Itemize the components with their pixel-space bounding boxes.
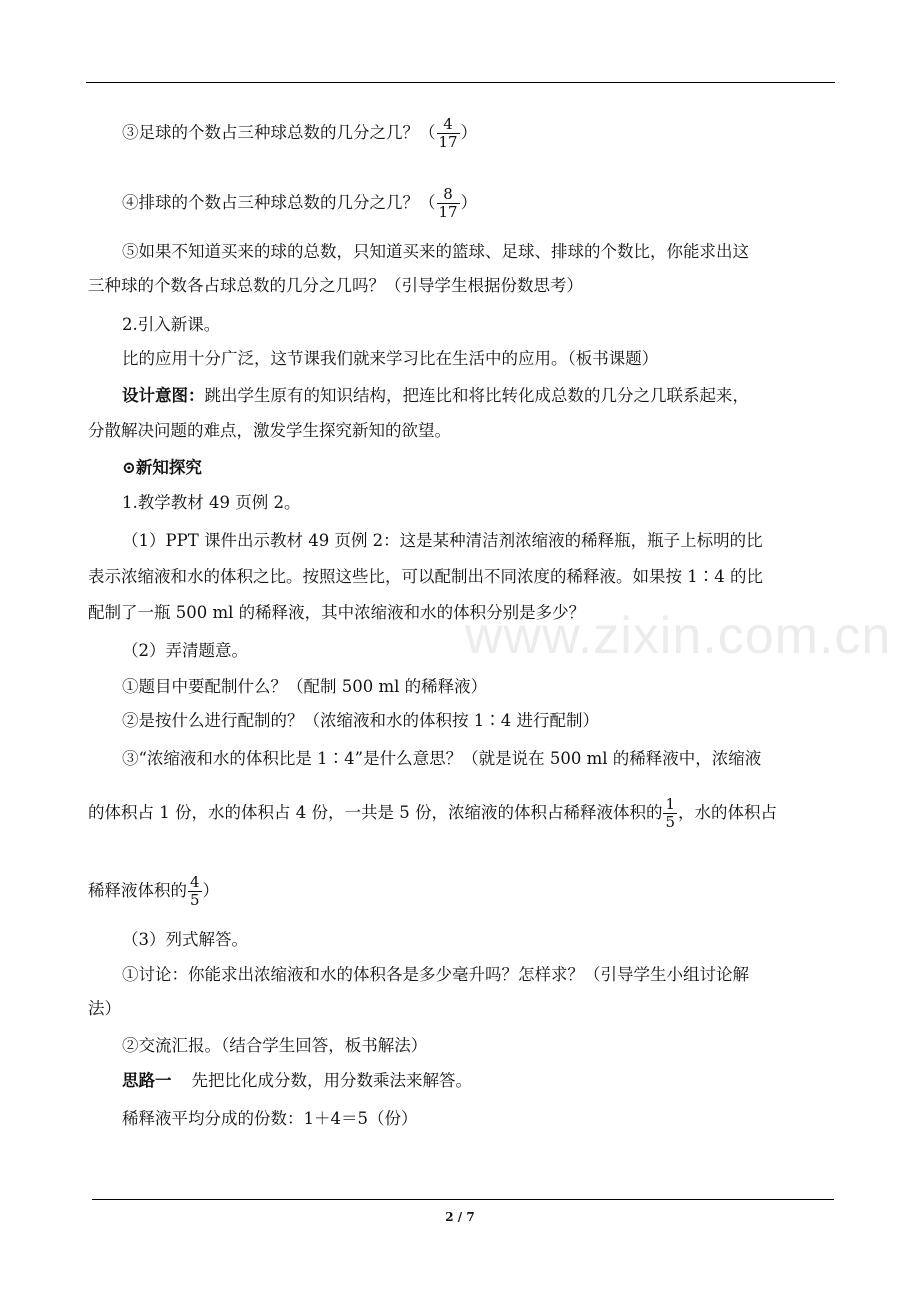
question-4: ④排球的个数占三种球总数的几分之几？（ $\frac{8}{17}$ ） — [122, 185, 478, 221]
question-5-line1: ⑤如果不知道买来的球的总数，只知道买来的篮球、足球、排球的个数比，你能求出这 — [122, 242, 749, 261]
step-1-line3: 配制了一瓶 500 ml 的稀释液，其中浓缩液和水的体积分别是多少？ — [88, 603, 586, 622]
watermark: www.zixin.com.cn — [465, 607, 892, 665]
step-1-line2: 表示浓缩液和水的体积之比。按照这些比，可以配制出不同浓度的稀释液。如果按 1∶4 的比 — [88, 567, 763, 586]
step-2: （2）弄清题意。 — [122, 641, 248, 660]
header-rule — [86, 82, 835, 83]
footer-rule — [92, 1199, 834, 1200]
clarify-3-line1: ③“浓缩液和水的体积比是 1∶4”是什么意思？（就是说在 500 ml 的稀释液中，浓缩液 — [122, 749, 762, 768]
discuss-line1: ①讨论：你能求出浓缩液和水的体积各是多少毫升吗？怎样求？（引导学生小组讨论解 — [122, 965, 749, 984]
fraction-1-5: $\frac{1}{5}$ — [665, 795, 676, 831]
calculation: 稀释液平均分成的份数：1＋4＝5（份） — [122, 1109, 418, 1128]
idea-one-label: 思路一 — [122, 1071, 172, 1090]
clarify-2: ②是按什么进行配制的？（浓缩液和水的体积按 1∶4 进行配制） — [122, 711, 599, 730]
discuss-line2: 法） — [88, 999, 121, 1018]
design-intent-line2: 分散解决问题的难点，激发学生探究新知的欲望。 — [88, 421, 451, 440]
intro-text: 比的应用十分广泛，这节课我们就来学习比在生活中的应用。（板书课题） — [122, 349, 659, 368]
fraction-4-17: $\frac{4}{17}$ — [438, 115, 458, 151]
teach-item: 1.教学教材 49 页例 2。 — [122, 493, 301, 512]
clarify-1: ①题目中要配制什么？（配制 500 ml 的稀释液） — [122, 677, 488, 696]
fraction-8-17: $\frac{8}{17}$ — [438, 185, 458, 221]
step-3: （3）列式解答。 — [122, 930, 248, 949]
fraction-4-5: $\frac{4}{5}$ — [190, 873, 200, 909]
question-5-line2: 三种球的个数各占球总数的几分之几吗？（引导学生根据份数思考） — [88, 276, 583, 295]
page-number: 2 / 7 — [445, 1210, 475, 1224]
design-intent-label: 设计意图： — [122, 386, 205, 405]
design-intent-line1: 设计意图：跳出学生原有的知识结构，把连比和将比转化成总数的几分之几联系起来， — [122, 386, 749, 405]
section-heading: ⊙新知探究 — [122, 458, 202, 477]
question-3: ③足球的个数占三种球总数的几分之几？（ $\frac{4}{17}$ ） — [122, 115, 478, 151]
intro-heading: 2.引入新课。 — [122, 315, 221, 334]
report: ②交流汇报。（结合学生回答，板书解法） — [122, 1036, 428, 1055]
idea-one: 思路一 先把比化成分数，用分数乘法来解答。 — [122, 1071, 472, 1090]
step-1-line1: （1）PPT 课件出示教材 49 页例 2：这是某种清洁剂浓缩液的稀释瓶，瓶子上标明的比 — [122, 531, 763, 550]
clarify-3-line3: 稀释液体积的 $\frac{4}{5}$ ） — [88, 873, 220, 909]
clarify-3-line2: 的体积占 1 份，水的体积占 4 份，一共是 5 份，浓缩液的体积占稀释液体积的 $\frac{1}{5}$ ，水的体积占 — [88, 795, 778, 831]
